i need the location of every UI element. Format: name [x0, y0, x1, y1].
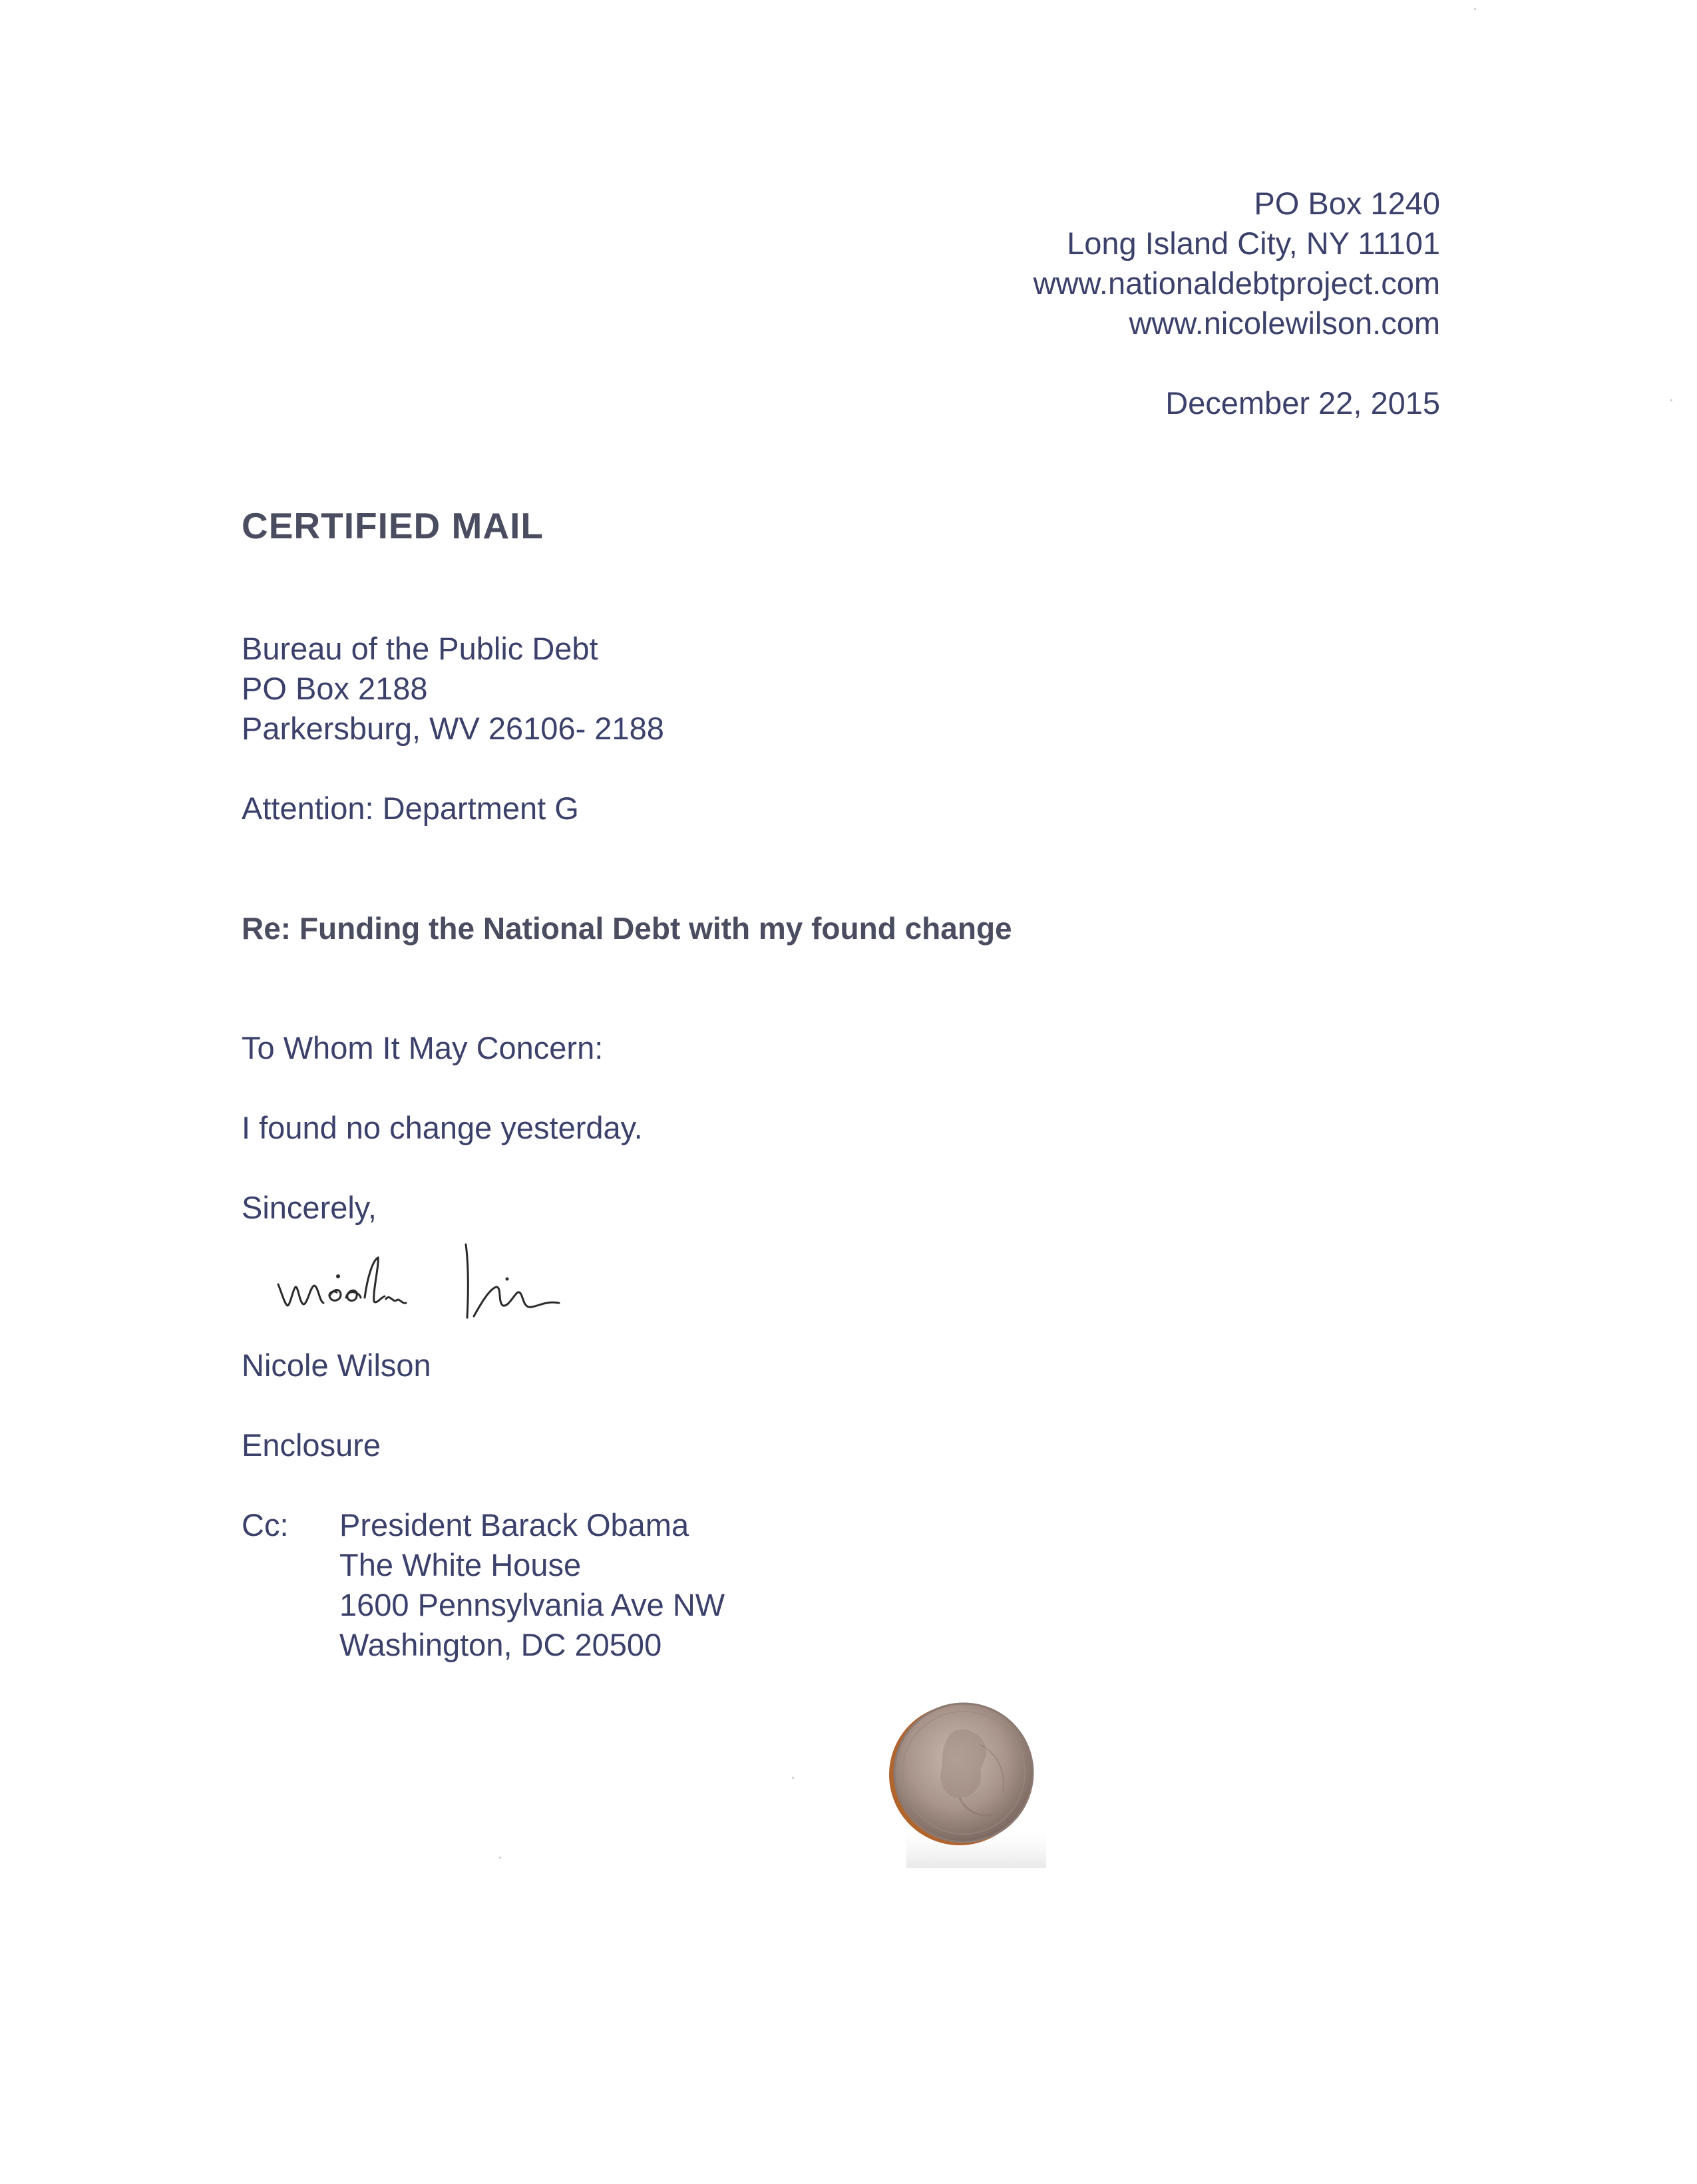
scan-speck [1474, 8, 1476, 10]
closing: Sincerely, [242, 1190, 377, 1225]
scan-speck [792, 1777, 794, 1779]
enclosure-note: Enclosure [242, 1427, 381, 1463]
cc-line-2: The White House [339, 1547, 582, 1582]
cc-line-4: Washington, DC 20500 [339, 1627, 662, 1662]
sender-address-line2: Long Island City, NY 11101 [1067, 226, 1440, 261]
scan-speck [499, 1857, 501, 1859]
sender-address-line1: PO Box 1240 [1254, 186, 1440, 221]
body-text: I found no change yesterday. [242, 1110, 643, 1145]
recipient-address-line1: PO Box 2188 [242, 671, 428, 706]
recipient-name: Bureau of the Public Debt [242, 631, 598, 666]
salutation: To Whom It May Concern: [242, 1030, 604, 1065]
letter-date: December 22, 2015 [1165, 385, 1440, 421]
sender-website-2: www.nicolewilson.com [1129, 305, 1440, 341]
cc-line-3: 1600 Pennsylvania Ave NW [339, 1587, 725, 1622]
penny-coin-image [880, 1698, 1066, 1878]
recipient-address-line2: Parkersburg, WV 26106- 2188 [242, 711, 664, 746]
sender-website-1: www.nationaldebtproject.com [1033, 266, 1440, 301]
handwritten-signature [266, 1231, 599, 1324]
certified-mail-heading: CERTIFIED MAIL [242, 505, 544, 546]
scan-speck [1670, 399, 1672, 401]
subject-line: Re: Funding the National Debt with my found change [242, 911, 1012, 946]
signer-name: Nicole Wilson [242, 1348, 431, 1383]
attention-line: Attention: Department G [242, 791, 579, 826]
cc-recipient-block [339, 1505, 725, 1665]
cc-line-1: President Barack Obama [339, 1507, 689, 1543]
cc-label: Cc: [242, 1507, 289, 1543]
